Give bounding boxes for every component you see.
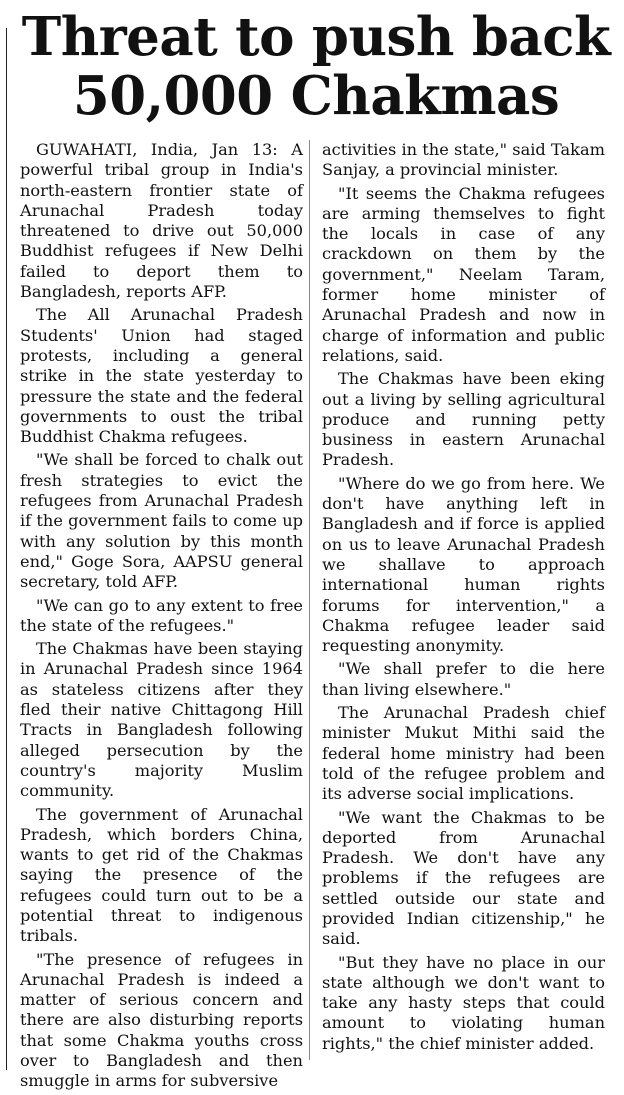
paragraph: "It seems the Chakma refugees are arming themselves to fight the locals in case of any crackdown on them by the government," Neelam Taram, former home minister of Arunachal Pradesh and now in charge of information and public relations, said.: [322, 183, 605, 365]
paragraph: The government of Arunachal Pradesh, which borders China, wants to get rid of the Chakmas saying the presence of the refugees could turn out to be a potential threat to indigenous tribals.: [20, 804, 303, 946]
paragraph: "Where do we go from here. We don't have anything left in Bangladesh and if force is applied on us to leave Arunachal Pradesh we shallave to approach international human rights forums for intervention," a Chakma refugee leader said requesting anonymity.: [322, 473, 605, 656]
paragraph: "The presence of refugees in Arunachal Pradesh is indeed a matter of serious concern and there are also disturbing reports that some Chakma youths cross over to Bangladesh and then smuggle in arms for subversive: [20, 949, 303, 1091]
paragraph: The Arunachal Pradesh chief minister Mukut Mithi said the federal home ministry had been told of the refugee problem and its adverse social implications.: [322, 703, 605, 804]
article-column-2: [322, 140, 605, 1057]
paragraph-continued: activities in the state," said Takam Sanjay, a provincial minister.: [322, 140, 605, 180]
article-column-1: [20, 140, 303, 1095]
headline-line-1: Threat to push back: [21, 6, 611, 68]
paragraph: "We can go to any extent to free the state of the refugees.": [20, 595, 303, 635]
paragraph: The Chakmas have been eking out a living by selling agricultural produce and running petty business in eastern Arunachal Pradesh.: [322, 369, 605, 470]
paragraph: "We shall prefer to die here than living elsewhere.": [322, 659, 605, 699]
column-divider: [309, 140, 310, 1060]
headline: [18, 8, 614, 126]
headline-line-2: 50,000 Chakmas: [72, 65, 560, 127]
paragraph: The All Arunachal Pradesh Students' Union had staged protests, including a general strike in the state yesterday to pressure the state and the federal governments to oust the tribal Buddhist Chakma refugees.: [20, 305, 303, 447]
paragraph: The Chakmas have been staying in Arunachal Pradesh since 1964 as stateless citizens after they fled their native Chittagong Hill Tracts in Bangladesh following alleged persecution by the country's majority Muslim community.: [20, 639, 303, 801]
paragraph: "We shall be forced to chalk out fresh strategies to evict the refugees from Arunachal Pradesh if the government fails to come up with any solution by this month end," Goge Sora, AAPSU general secretary, told AFP.: [20, 450, 303, 592]
left-border-rule: [6, 28, 7, 1070]
paragraph: "But they have no place in our state although we don't want to take any hasty steps that could amount to violating human rights," the chief minister added.: [322, 952, 605, 1053]
paragraph: "We want the Chakmas to be deported from Arunachal Pradesh. We don't have any problems if the refugees are settled outside our state and provided Indian citizenship," he said.: [322, 807, 605, 949]
paragraph: GUWAHATI, India, Jan 13: A powerful tribal group in India's north-eastern frontier state of Arunachal Pradesh today threatened to drive out 50,000 Buddhist refugees if New Delhi failed to deport them to Bangladesh, reports AFP.: [20, 140, 303, 302]
